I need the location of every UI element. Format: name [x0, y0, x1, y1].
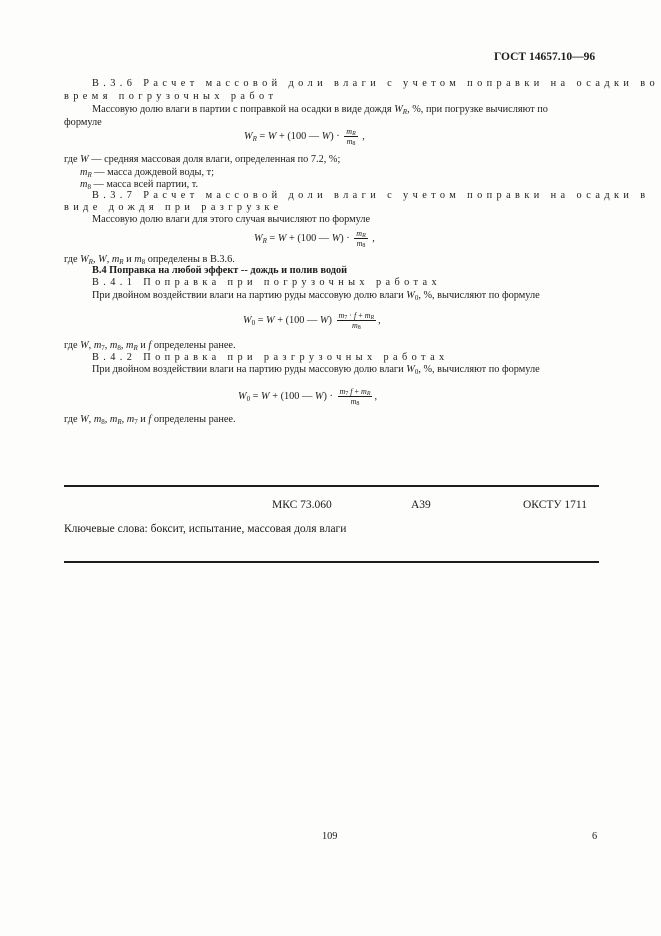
where-line: где $W_R$, W, $m_R$ и $m_8$ определены в В.3.6. — [64, 254, 235, 266]
section-title-b36-cont: время погрузочных работ — [64, 91, 278, 102]
formula-wr: $W_R = W + (100$ — W) · $\frac{m_R}{m_8}$ , — [244, 127, 365, 147]
formula-w0-unload: $W_0 = W + (100$ — W) · $\frac{m_7 f + m_R}{m_8}$ , — [238, 387, 378, 407]
paragraph-cont: формуле — [64, 117, 102, 128]
paragraph: Массовую долю влаги в партии с поправкой на осадки в виде дождя $W_R$, %, при погрузке вычисляют по — [92, 104, 548, 116]
where-line: где W, $m_7$, $m_8$, $m_R$ и f определены ранее. — [64, 340, 236, 352]
where-line: где W — средняя массовая доля влаги, определенная по 7.2, %; — [64, 154, 341, 165]
section-title-b42: В.4.2 Поправка при разгрузочных работах — [92, 352, 449, 363]
where-line: $m_R$ — масса дождевой воды, т; — [80, 167, 214, 179]
category-code: А39 — [411, 499, 431, 511]
paragraph: Массовую долю влаги для этого случая вычисляют по формуле — [92, 214, 371, 225]
section-title-b37-cont: виде дождя при разгрузке — [64, 202, 283, 213]
paragraph: При двойном воздействии влаги на партию руды массовую долю влаги $W_0$, %, вычисляют по формуле — [92, 290, 540, 302]
where-line: где W, $m_8$, $m_R$, $m_7$ и f определены ранее. — [64, 414, 236, 426]
section-title-b41: В.4.1 Поправка при погрузочных работах — [92, 277, 442, 288]
mks-code: МКС 73.060 — [272, 499, 332, 511]
divider-bottom — [64, 561, 599, 563]
formula-wr-unload: $W_R = W + (100$ — W) · $\frac{m_R}{m_8}$ , — [254, 229, 375, 249]
keywords: Ключевые слова: боксит, испытание, массовая доля влаги — [64, 523, 347, 535]
section-title-b36: В.3.6 Расчет массовой доли влаги с учетом поправки на осадки во — [92, 78, 659, 89]
page-number: 109 — [322, 831, 338, 842]
paragraph: При двойном воздействии влаги на партию руды массовую долю влаги $W_0$, %, вычисляют по формуле — [92, 364, 540, 376]
document-code: ГОСТ 14657.10—96 — [494, 51, 596, 63]
sheet-number: 6 — [592, 831, 598, 842]
where-line: $m_8$ — масса всей партии, т. — [80, 179, 199, 191]
formula-w0-load: $W_0 = W + (100$ — W) $\frac{m_7 \cdot f + m_R}{m_8}$ , — [243, 311, 381, 331]
section-heading-b4: В.4 Поправка на любой эффект -- дождь и полив водой — [92, 265, 348, 276]
divider-top — [64, 485, 599, 487]
section-title-b37: В.3.7 Расчет массовой доли влаги с учетом поправки на осадки в — [92, 190, 650, 201]
okstu-code: ОКСТУ 1711 — [523, 499, 587, 511]
